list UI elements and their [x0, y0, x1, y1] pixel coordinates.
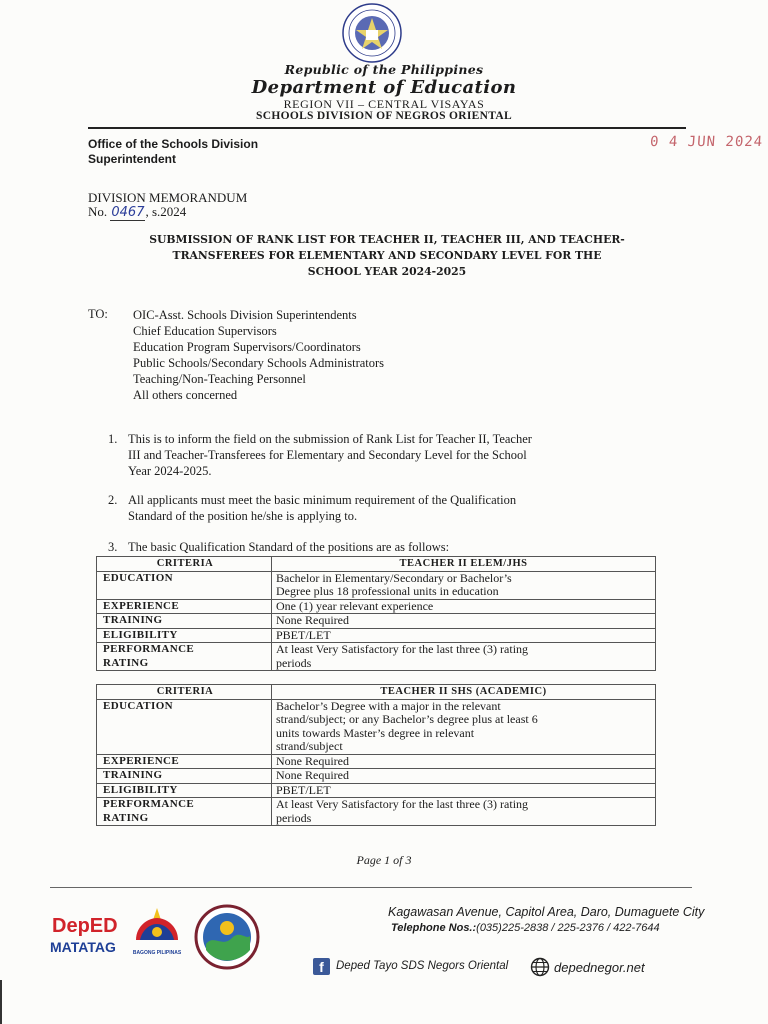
recipient-item: All others concerned: [133, 388, 238, 402]
criteria-cell: PERFORMANCE RATING: [97, 643, 272, 671]
footer-address: Kagawasan Avenue, Capitol Area, Daro, Dumaguete City: [388, 905, 705, 919]
table-row: [97, 699, 656, 754]
website-link[interactable]: depednegor.net: [554, 960, 645, 975]
telephone-label: Telephone Nos.:: [391, 922, 477, 934]
paragraph-text: The basic Qualification Standard of the positions are as follows:: [128, 540, 450, 554]
footer-telephone: [391, 922, 660, 934]
table-header-cell: CRITERIA: [97, 685, 272, 700]
deped-seal-icon: [336, 2, 408, 64]
table-row: [97, 769, 656, 784]
facebook-icon: f: [313, 958, 330, 975]
criteria-cell: EDUCATION: [97, 571, 272, 599]
criteria-cell: EDUCATION: [97, 699, 272, 754]
criteria-cell: EXPERIENCE: [97, 754, 272, 769]
recipient-item: Education Program Supervisors/Coordinators: [133, 340, 361, 354]
criteria-cell: TRAINING: [97, 769, 272, 784]
page-number: Page 1 of 3: [356, 853, 412, 867]
subject-line: TRANSFEREES FOR ELEMENTARY AND SECONDARY LEVEL FOR THE: [172, 249, 602, 262]
footer-divider: [50, 887, 692, 888]
memo-title: DIVISION MEMORANDUM: [88, 190, 248, 205]
criteria-cell: EXPERIENCE: [97, 599, 272, 614]
value-cell: At least Very Satisfactory for the last three (3) rating periods: [272, 798, 656, 826]
memo-series: , s.2024: [145, 204, 187, 219]
value-cell: One (1) year relevant experience: [272, 599, 656, 614]
table-header-cell: CRITERIA: [97, 557, 272, 572]
recipient-item: Chief Education Supervisors: [133, 324, 277, 338]
table-header-row: [97, 557, 656, 572]
paragraph-text: III and Teacher-Transferees for Elementary and Secondary Level for the School: [128, 448, 527, 463]
value-cell: None Required: [272, 754, 656, 769]
office-label: [88, 137, 348, 167]
division-heading: SCHOOLS DIVISION OF NEGROS ORIENTAL: [256, 110, 512, 122]
qualification-table-teacher-ii-shs: [96, 684, 656, 826]
paragraph-text: Year 2024-2025.: [128, 464, 212, 479]
globe-icon: [530, 957, 550, 977]
memo-number-handwritten: 0467: [111, 205, 145, 220]
region-heading: REGION VII – CENTRAL VISAYAS: [283, 97, 485, 111]
table-row: [97, 628, 656, 643]
value-cell: Bachelor in Elementary/Secondary or Bachelor’s Degree plus 18 professional units in education: [272, 571, 656, 599]
scan-margin-mark: [0, 980, 2, 1024]
value-cell: PBET/LET: [272, 783, 656, 798]
recipient-list: [133, 307, 384, 403]
recipient-item: Public Schools/Secondary Schools Administrators: [133, 356, 385, 370]
bagong-pilipinas-logo: [128, 904, 186, 960]
svg-text:MATATAG: MATATAG: [50, 939, 116, 955]
paragraph-number: 1.: [108, 432, 118, 446]
telephone-numbers: (035)225-2838 / 225-2376 / 422-7644: [476, 922, 660, 934]
table-row: [97, 599, 656, 614]
department-heading: Department of Education: [251, 77, 517, 98]
paragraph-1: [108, 431, 678, 480]
memo-number: [88, 204, 186, 220]
value-cell: None Required: [272, 614, 656, 629]
table-row: [97, 571, 656, 599]
table-row: [97, 643, 656, 671]
paragraph-number: 2.: [108, 493, 118, 507]
criteria-cell: ELIGIBILITY: [97, 783, 272, 798]
paragraph-text: All applicants must meet the basic minimum requirement of the Qualification: [128, 493, 517, 507]
header-divider: [88, 127, 686, 129]
paragraph-2: [108, 492, 678, 524]
criteria-cell: ELIGIBILITY: [97, 628, 272, 643]
paragraph-text: Standard of the position he/she is applying to.: [128, 509, 358, 524]
table-header-cell: TEACHER II ELEM/JHS: [272, 557, 656, 572]
paragraph-number: 3.: [108, 540, 118, 554]
svg-text:DepED: DepED: [52, 915, 118, 937]
svg-text:BAGONG PILIPINAS: BAGONG PILIPINAS: [132, 950, 182, 956]
table-row: [97, 798, 656, 826]
subject-line: SUBMISSION OF RANK LIST FOR TEACHER II, TEACHER III, AND TEACHER-: [149, 233, 625, 246]
to-label: TO:: [88, 307, 108, 321]
paragraph-text: This is to inform the field on the submission of Rank List for Teacher II, Teacher: [128, 432, 532, 446]
table-row: [97, 783, 656, 798]
criteria-cell: TRAINING: [97, 614, 272, 629]
table-header-cell: TEACHER II SHS (ACADEMIC): [272, 685, 656, 700]
qualification-table-teacher-ii-elem-jhs: [96, 556, 656, 671]
criteria-cell: PERFORMANCE RATING: [97, 798, 272, 826]
memo-subject: [96, 232, 678, 280]
value-cell: At least Very Satisfactory for the last three (3) rating periods: [272, 643, 656, 671]
value-cell: Bachelor’s Degree with a major in the relevant strand/subject; or any Bachelor’s degree plus at least 6 units towards Master’s degree in relevant strand/subject: [272, 699, 656, 754]
sdo-negros-oriental-seal-icon: [192, 904, 262, 970]
memo-no-prefix: No.: [88, 204, 108, 219]
table-header-row: [97, 685, 656, 700]
table-row: [97, 754, 656, 769]
republic-heading: Republic of the Philippines: [284, 62, 484, 77]
value-cell: None Required: [272, 769, 656, 784]
office-line-1: Office of the Schools Division: [88, 137, 259, 151]
recipient-item: OIC-Asst. Schools Division Superintendents: [133, 308, 357, 322]
table-row: [97, 614, 656, 629]
value-cell: PBET/LET: [272, 628, 656, 643]
recipient-item: Teaching/Non-Teaching Personnel: [133, 372, 306, 386]
date-stamp: 0 4 JUN 2024: [649, 134, 764, 150]
deped-matatag-logo: [48, 910, 128, 960]
subject-line: SCHOOL YEAR 2024-2025: [307, 265, 467, 278]
facebook-page-link[interactable]: Deped Tayo SDS Negors Oriental: [336, 960, 509, 972]
office-line-2: Superintendent: [88, 152, 177, 166]
paragraph-3: [108, 539, 678, 555]
